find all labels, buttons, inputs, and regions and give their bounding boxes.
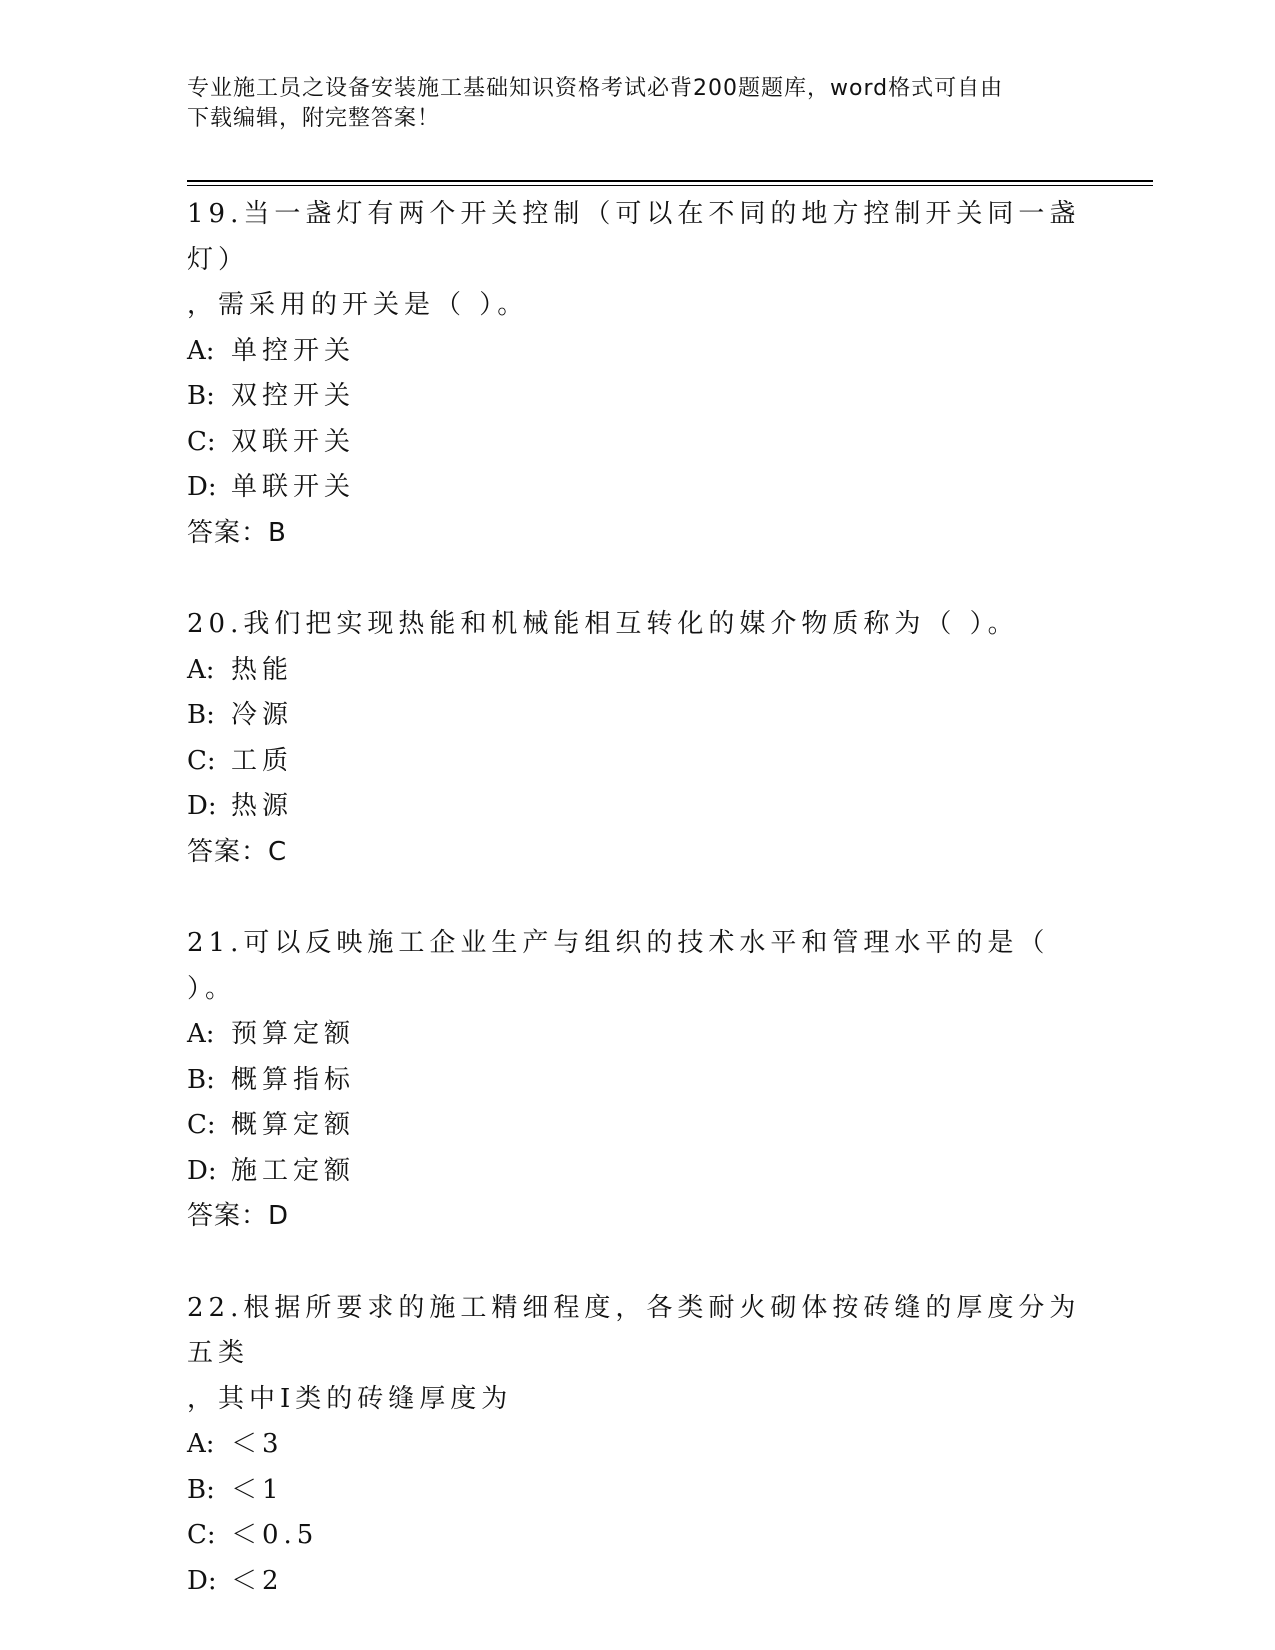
option-key: D: [187, 1565, 217, 1596]
answer-line: 答案：B [187, 517, 287, 548]
option-a [187, 648, 1107, 694]
option-a [187, 1012, 1107, 1058]
option-key: A: [187, 1019, 215, 1049]
option-key: B: [187, 1474, 215, 1505]
question-stem-line: 21.可以反映施工企业生产与组织的技术水平和管理水平的是（ ）。 [187, 928, 1050, 1004]
option-text: ＜3 [231, 1429, 284, 1459]
option-text: 热能 [231, 654, 294, 685]
question-stem-line: ，需采用的开关是（ ）。 [187, 290, 529, 320]
option-text: 工质 [231, 745, 294, 776]
option-key: D: [187, 1155, 217, 1186]
option-b [187, 1058, 1107, 1104]
option-c [187, 420, 1107, 466]
option-a [187, 329, 1107, 375]
option-text: 概算定额 [231, 1110, 356, 1140]
header-divider-thin [187, 185, 1153, 186]
option-text: 预算定额 [231, 1019, 356, 1049]
question-20 [187, 602, 1107, 875]
option-d [187, 784, 1107, 830]
option-key: C: [187, 426, 216, 457]
header-line-2: 下载编辑，附完整答案！ [187, 106, 441, 131]
option-a [187, 1422, 1107, 1468]
option-text: 双控开关 [231, 381, 356, 411]
question-stem-line: 22.根据所要求的施工精细程度，各类耐火砌体按砖缝的厚度分为五类 [187, 1292, 1081, 1368]
option-text: 冷源 [231, 700, 294, 730]
option-b [187, 693, 1107, 739]
option-d [187, 1149, 1107, 1195]
option-key: A: [187, 654, 215, 685]
option-key: C: [187, 1110, 216, 1140]
option-key: D: [187, 791, 217, 821]
option-b [187, 374, 1107, 420]
question-19 [187, 192, 1107, 556]
option-d [187, 1559, 1107, 1605]
option-key: D: [187, 472, 217, 502]
header-divider-thick [187, 180, 1153, 182]
option-text: 双联开关 [231, 426, 356, 457]
option-key: B: [187, 381, 215, 411]
question-list [187, 192, 1107, 1650]
option-text: ＜1 [231, 1474, 284, 1505]
option-key: C: [187, 1520, 216, 1550]
option-text: 施工定额 [231, 1155, 356, 1186]
option-c [187, 739, 1107, 785]
header-line-1: 专业施工员之设备安装施工基础知识资格考试必背200题题库，word格式可自由 [187, 76, 1004, 101]
option-c [187, 1513, 1107, 1559]
option-text: 概算指标 [231, 1064, 356, 1095]
option-key: C: [187, 745, 216, 776]
question-22 [187, 1286, 1107, 1605]
answer-line: 答案：C [187, 836, 288, 867]
option-key: B: [187, 1064, 215, 1095]
option-text: 热源 [231, 791, 294, 821]
question-stem-line: ，其中Ⅰ类的砖缝厚度为 [187, 1383, 513, 1414]
option-text: ＜2 [231, 1565, 284, 1596]
option-key: A: [187, 1429, 215, 1459]
option-text: ＜0.5 [231, 1520, 319, 1550]
option-d [187, 465, 1107, 511]
option-c [187, 1103, 1107, 1149]
option-text: 单控开关 [231, 335, 356, 366]
question-21 [187, 921, 1107, 1240]
option-text: 单联开关 [231, 472, 356, 502]
document-header [187, 74, 1087, 134]
answer-line: 答案：D [187, 1201, 290, 1231]
option-key: B: [187, 700, 215, 730]
question-stem-line: 20.我们把实现热能和机械能相互转化的媒介物质称为（ ）。 [187, 609, 1019, 639]
option-b [187, 1468, 1107, 1514]
question-stem-line: 19.当一盏灯有两个开关控制（可以在不同的地方控制开关同一盏灯） [187, 199, 1081, 275]
option-key: A: [187, 335, 215, 366]
